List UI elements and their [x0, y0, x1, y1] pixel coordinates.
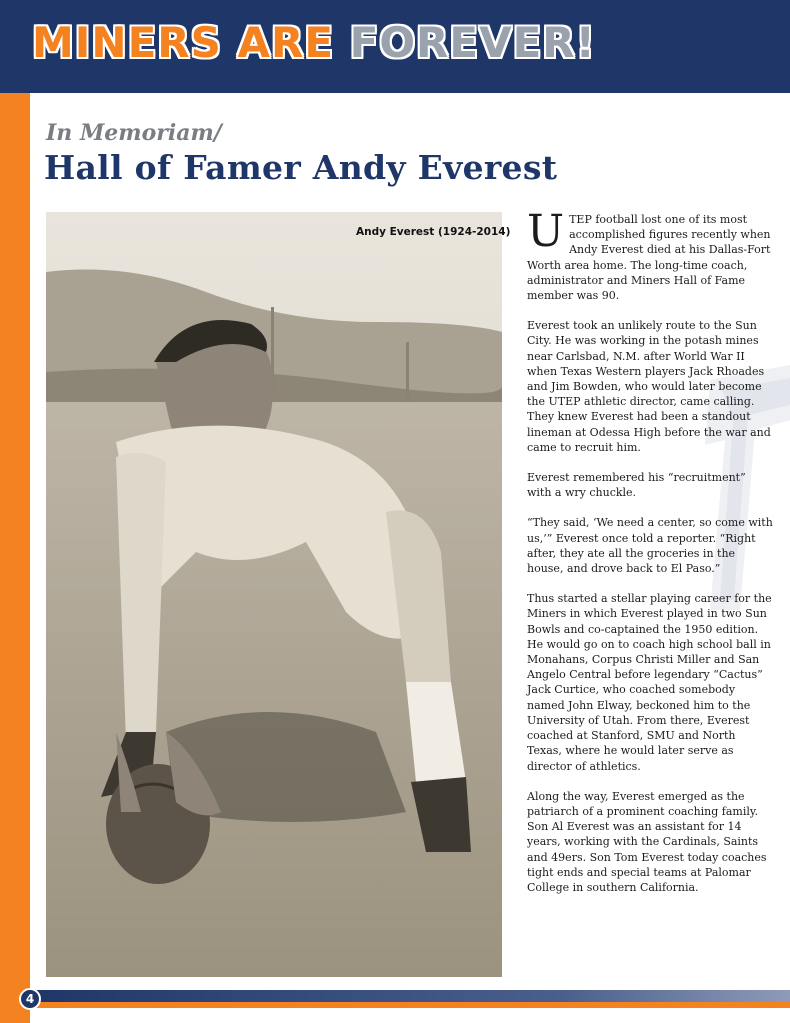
- header-bar: [0, 0, 790, 93]
- banner-word-miners: MINERS: [32, 18, 222, 67]
- football-player-image: [46, 212, 502, 977]
- article-paragraph: UTEP football lost one of its most accomplished figures recently when Andy Everest died at his Dallas-Fort Worth area home. The long-time coach, administrator and Miners Hall of Fame member was 90.: [527, 206, 771, 303]
- article-body: [527, 206, 773, 910]
- banner-word-are: ARE: [237, 18, 335, 67]
- article-paragraph: Along the way, Everest emerged as the patriarch of a prominent coaching family. Son Al Everest was an assistant for 14 years, working with the Cardinals, Saints and 49ers. Son Tom Everest today coaches tight ends and special teams at Palomar College in southern California.: [527, 789, 767, 894]
- article-headline: Hall of Famer Andy Everest: [44, 148, 558, 187]
- left-accent-bar: [0, 93, 30, 1023]
- article-paragraph: Thus started a stellar playing career for the Miners in which Everest played in two Sun Bowls and co-captained the 1950 edition. He would go on to coach high school ball in Monahans, Corpus Christi Miller and San Angelo Central before legendary “Cactus” Jack Curtice, who coached somebody named John Elway, beckoned him to the University of Utah. From there, Everest coached at Stanford, SMU and North Texas, where he would later serve as director of athletics.: [527, 592, 772, 773]
- portrait-photo: [46, 212, 502, 977]
- banner-title: [32, 18, 596, 67]
- article-paragraph: “They said, ‘We need a center, so come with us,’” Everest once told a reporter. “Right after, they ate all the groceries in the house, and drove back to El Paso.”: [527, 516, 773, 576]
- article-paragraph: Everest took an unlikely route to the Sun City. He was working in the potash mines near Carlsbad, N.M. after World War II when Texas Western players Jack Rhoades and Jim Bowden, who would later become the UTEP athletic director, came calling. They knew Everest had been a standout lineman at Odessa High before the war and came to recruit him.: [527, 319, 771, 454]
- article-paragraph: Everest remembered his “recruitment” with a wry chuckle.: [527, 471, 746, 500]
- drop-cap: U: [527, 206, 565, 257]
- banner-word-forever: FOREVER!: [349, 18, 596, 67]
- photo-caption: Andy Everest (1924-2014): [356, 226, 511, 238]
- page-number: 4: [19, 988, 41, 1010]
- footer-stripe-orange: [30, 1002, 790, 1008]
- footer-stripe-navy: [30, 990, 790, 1002]
- section-kicker: In Memoriam/: [46, 120, 222, 146]
